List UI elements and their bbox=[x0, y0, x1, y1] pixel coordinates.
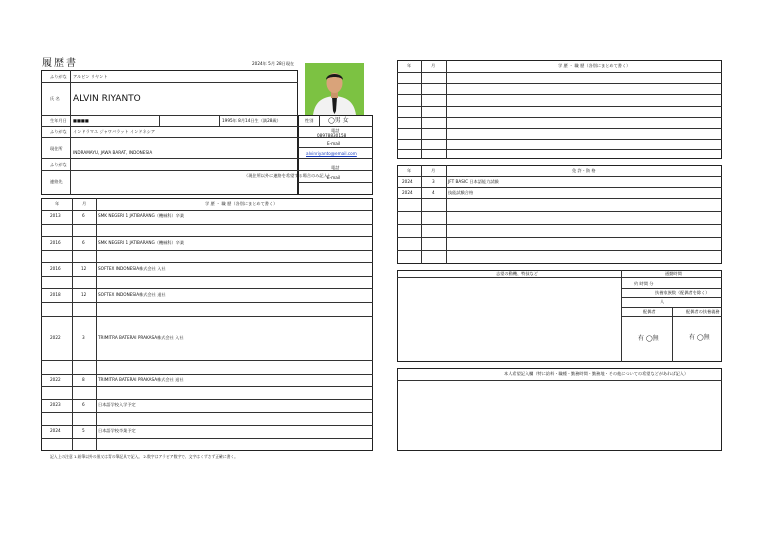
commute-value: 約 時間 分 bbox=[634, 281, 654, 286]
birth-value: 1995年 8月14日生（満28歳） bbox=[222, 118, 281, 123]
resume-title: 履歴書 bbox=[42, 58, 78, 69]
license-row-text: 技能試験合格 bbox=[448, 190, 474, 195]
spouse-duty-value: 有 ◯無 bbox=[689, 334, 710, 341]
history-row-month: 6 bbox=[82, 240, 85, 245]
history-row-month: 12 bbox=[81, 292, 87, 297]
contact-note: （現住所以外に連絡を希望する場合のみ記入） bbox=[244, 173, 332, 178]
license-row-text: JFT BASIC 日本語能力試験 bbox=[448, 179, 499, 184]
phone-value: 08978830158 bbox=[317, 133, 347, 138]
address-label: 現住所 bbox=[50, 146, 63, 151]
history-row-text: 日本語学校入学予定 bbox=[98, 402, 136, 407]
history-row-month: 6 bbox=[82, 213, 85, 218]
furigana-value: アルビン リヤント bbox=[73, 74, 108, 79]
history-footnote: 記入上の注意 1.鉛筆以外の黒又は青の筆記具で記入。 2.数字はアラビア数字で、文字はくずさず正確に書く。 bbox=[50, 454, 238, 459]
history-row-text: TRIMITRA BATERAI PRAKASA株式会社 退社 bbox=[98, 377, 184, 382]
email-label-2: E-mail bbox=[327, 175, 341, 180]
licenses-content-header: 免 許・資 格 bbox=[572, 168, 596, 173]
history-row-year: 2013 bbox=[50, 213, 61, 218]
right-history-year-header: 年 bbox=[407, 63, 412, 68]
license-row-year: 2024 bbox=[402, 179, 413, 184]
motivation-label: 志望の動機、特技など bbox=[496, 271, 538, 276]
history-row-year: 2016 bbox=[50, 240, 61, 245]
license-row-year: 2024 bbox=[402, 190, 413, 195]
furigana-label: ふりがな bbox=[50, 74, 67, 79]
license-row-month: 3 bbox=[432, 179, 435, 184]
dependents-label: 扶養家族数（配偶者を除く） bbox=[655, 290, 710, 295]
history-row-year: 2022 bbox=[50, 377, 61, 382]
phone-label-2: 電話 bbox=[331, 165, 340, 170]
addr-furigana-value: インドラマユ ジャワバラット インドネシア bbox=[73, 129, 156, 134]
applicant-photo bbox=[305, 63, 364, 115]
history-row-text: SOFTEX INDONESIA株式会社 入社 bbox=[98, 266, 166, 271]
commute-label: 通勤時間 bbox=[665, 271, 682, 276]
spouse-duty-label: 配偶者の扶養義務 bbox=[686, 309, 720, 314]
addr-furigana-label-2: ふりがな bbox=[50, 162, 67, 167]
spouse-label: 配偶者 bbox=[643, 309, 656, 314]
dependents-value: 人 bbox=[660, 299, 665, 304]
gender-value: ◯男 女 bbox=[328, 117, 349, 124]
history-month-header: 月 bbox=[82, 201, 87, 206]
email-label: E-mail bbox=[327, 141, 341, 146]
right-history-month-header: 月 bbox=[431, 63, 436, 68]
licenses-year-header: 年 bbox=[407, 168, 412, 173]
gender-label: 性別 bbox=[305, 118, 314, 123]
name-label: 氏 名 bbox=[50, 96, 60, 101]
history-row-year: 2018 bbox=[50, 292, 61, 297]
history-row-month: 3 bbox=[82, 335, 85, 340]
addr-furigana-label: ふりがな bbox=[50, 129, 67, 134]
history-row-month: 8 bbox=[82, 377, 85, 382]
history-row-year: 2024 bbox=[50, 428, 61, 433]
history-content-header: 学 歴 ・ 職 歴（各別にまとめて書く） bbox=[205, 201, 278, 206]
license-row-month: 4 bbox=[432, 190, 435, 195]
spouse-value: 有 ◯無 bbox=[638, 335, 659, 342]
history-row-year: 2016 bbox=[50, 266, 61, 271]
history-row-text: SMK NEGERI 1 JATIBARANG（機械科）卒業 bbox=[98, 213, 185, 218]
history-row-text: 日本語学校卒業予定 bbox=[98, 428, 136, 433]
history-row-month: 6 bbox=[82, 402, 85, 407]
contact-label: 連絡先 bbox=[50, 179, 63, 184]
history-row-text: SOFTEX INDONESIA株式会社 退社 bbox=[98, 292, 166, 297]
birth-value-a: ■■■■ bbox=[73, 118, 89, 123]
email-link[interactable]: alvinriyanto@email.com bbox=[306, 151, 357, 156]
phone-label: 電話 bbox=[331, 128, 340, 133]
history-row-year: 2022 bbox=[50, 335, 61, 340]
right-history-content-header: 学 歴 ・ 職 歴（各別にまとめて書く） bbox=[558, 63, 631, 68]
address-value: INDRAMAYU, JAWA BARAT, INDONESIA bbox=[73, 150, 153, 155]
requests-label: 本人希望記入欄（特に給料・職種・勤務時間・勤務地・その他についての希望などがあれば記入） bbox=[504, 371, 689, 376]
birth-label: 生年月日 bbox=[50, 118, 67, 123]
resume-date: 2024年 5月 28日現在 bbox=[252, 61, 295, 66]
licenses-month-header: 月 bbox=[431, 168, 436, 173]
history-year-header: 年 bbox=[55, 201, 60, 206]
history-row-month: 12 bbox=[81, 266, 87, 271]
history-row-text: SMK NEGERI 1 JATIBARANG（機械科）卒業 bbox=[98, 240, 185, 245]
history-row-year: 2023 bbox=[50, 402, 61, 407]
history-row-text: TRIMITRA BATERAI PRAKASA株式会社 入社 bbox=[98, 335, 184, 340]
applicant-name: ALVIN RIYANTO bbox=[73, 94, 141, 104]
history-row-month: 5 bbox=[82, 428, 85, 433]
